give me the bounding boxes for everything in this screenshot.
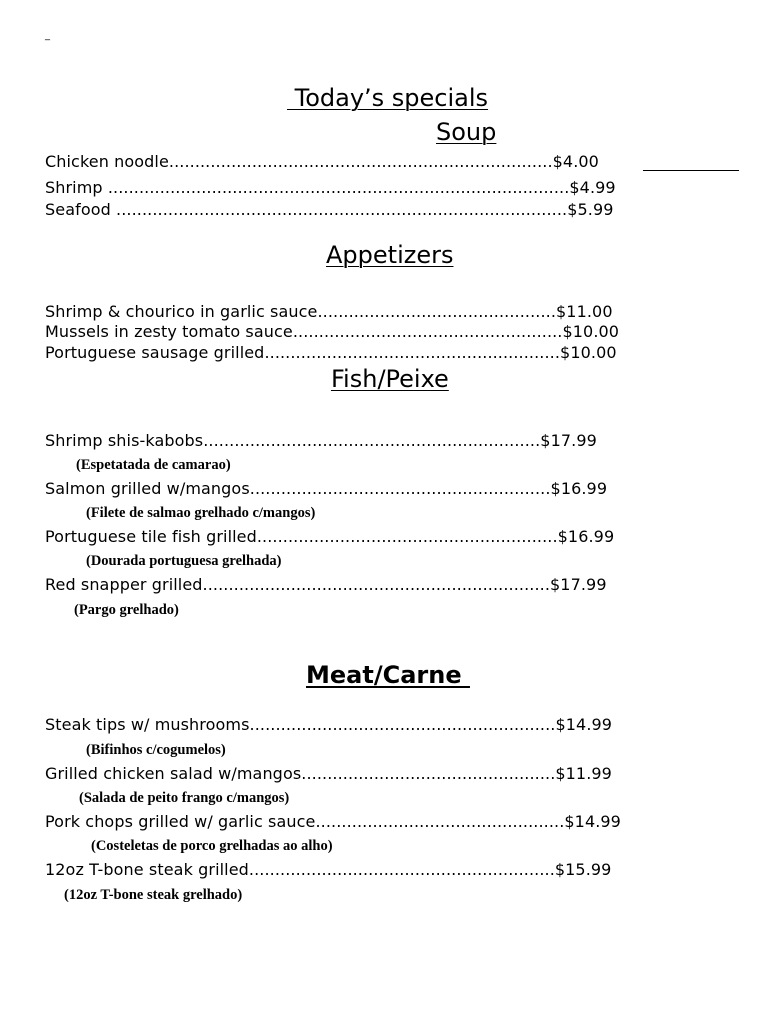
section-heading-fish: Fish/Peixe (331, 365, 449, 393)
menu-item-translation: (Filete de salmao grelhado c/mangos) (86, 505, 316, 521)
menu-item-chicken-salad: Grilled chicken salad w/mangos.................................................$11.99 (45, 764, 612, 783)
menu-item-translation: (Costeletas de porco grelhadas ao alho) (91, 838, 333, 854)
top-mark: _ (45, 30, 50, 41)
menu-item-translation: (Bifinhos c/cogumelos) (86, 742, 226, 758)
menu-item-translation: (Dourada portuguesa grelhada) (86, 553, 282, 569)
menu-item-red-snapper: Red snapper grilled...................................................................$17.99 (45, 575, 607, 594)
menu-item-shrimp-soup: Shrimp .........................................................................................$4.99 (45, 178, 616, 197)
divider-line (643, 170, 739, 171)
page-title: Today’s specials (287, 84, 489, 112)
menu-item-salmon: Salmon grilled w/mangos..........................................................$16.99 (45, 479, 608, 498)
menu-item-steak-tips: Steak tips w/ mushrooms...........................................................$14.99 (45, 715, 613, 734)
menu-item-portuguese-sausage: Portuguese sausage grilled.........................................................$10.00 (45, 343, 617, 362)
menu-item-seafood-soup: Seafood .......................................................................................$5.99 (45, 200, 614, 219)
menu-item-translation: (Espetatada de camarao) (76, 457, 231, 473)
menu-item-pork-chops: Pork chops grilled w/ garlic sauce................................................$14.99 (45, 812, 621, 831)
menu-item-chicken-noodle: Chicken noodle..........................................................................$4.00 (45, 152, 599, 171)
section-heading-soup: Soup (436, 118, 497, 146)
menu-item-shrimp-kabobs: Shrimp shis-kabobs.................................................................$17.99 (45, 431, 597, 450)
menu-item-translation: (Salada de peito frango c/mangos) (79, 790, 290, 806)
section-heading-appetizers: Appetizers (326, 241, 454, 269)
menu-item-translation: (12oz T-bone steak grelhado) (64, 887, 243, 903)
menu-item-shrimp-chourico: Shrimp & chourico in garlic sauce..............................................$11.00 (45, 302, 613, 321)
section-heading-meat: Meat/Carne (306, 661, 470, 689)
menu-item-mussels: Mussels in zesty tomato sauce....................................................$10.00 (45, 322, 620, 341)
menu-item-translation: (Pargo grelhado) (74, 602, 179, 618)
menu-item-t-bone: 12oz T-bone steak grilled...........................................................$15.99 (45, 860, 612, 879)
menu-item-tile-fish: Portuguese tile fish grilled..........................................................$16.99 (45, 527, 615, 546)
